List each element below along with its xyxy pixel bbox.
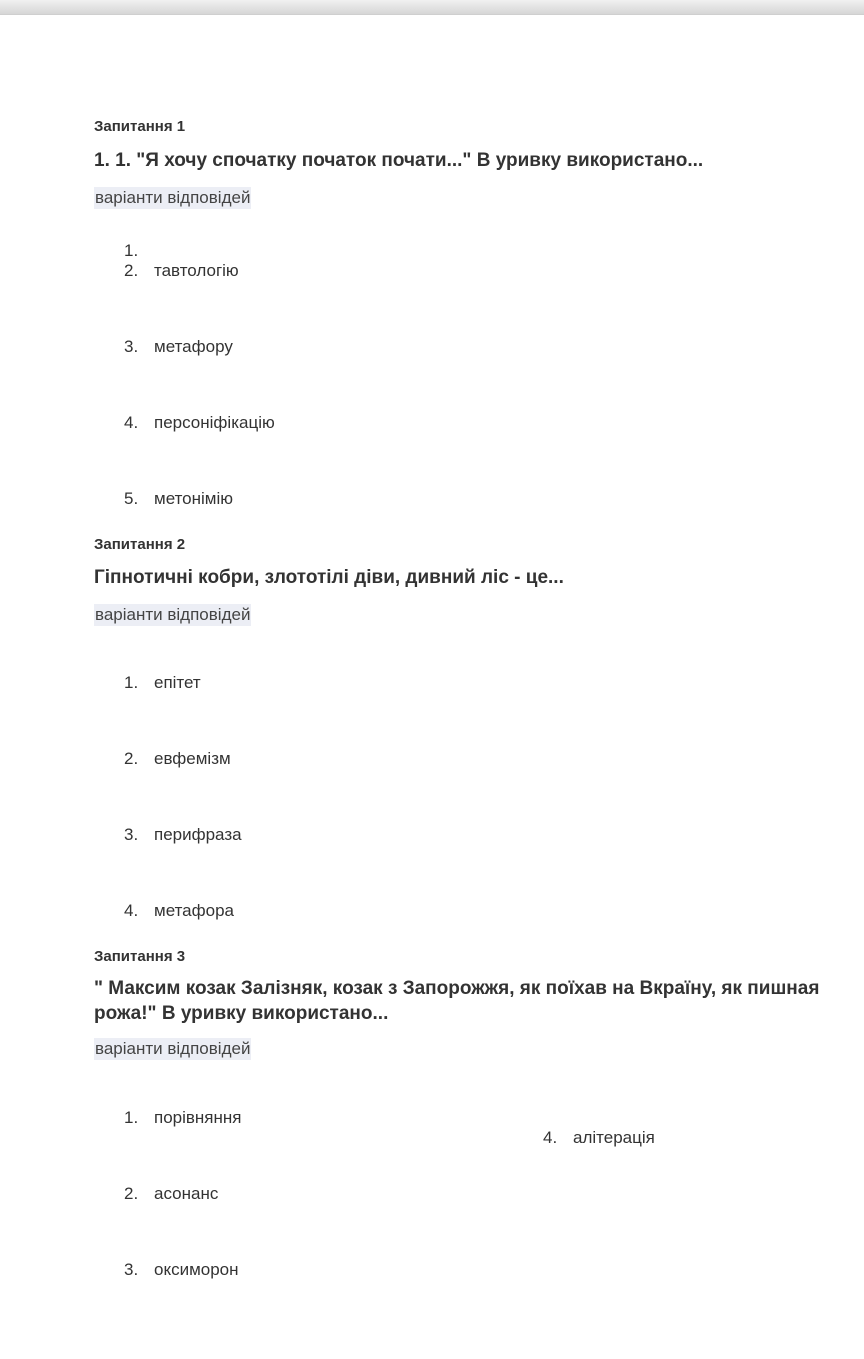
question-2-variants-label: варіанти відповідей [95, 605, 251, 624]
option-number: 1. [124, 241, 139, 260]
option-number: 4. [124, 413, 139, 432]
question-1-variants-label: варіанти відповідей [95, 188, 251, 207]
question-3-label: Запитання 3 [94, 948, 186, 965]
question-2-option-3[interactable] [124, 825, 242, 845]
option-number: 4. [124, 901, 139, 920]
option-number: 1. [124, 673, 139, 692]
option-text: алітерація [573, 1128, 655, 1147]
question-2-option-2[interactable] [124, 749, 231, 769]
question-1-option-3[interactable] [124, 337, 233, 357]
option-number: 3. [124, 825, 139, 844]
option-number: 2. [124, 1184, 139, 1203]
option-text: оксиморон [154, 1260, 239, 1279]
question-1-option-2[interactable] [124, 261, 239, 281]
option-text: перифраза [154, 825, 242, 844]
question-1-option-5[interactable] [124, 489, 233, 509]
option-number: 4. [543, 1128, 558, 1147]
option-text: тавтологію [154, 261, 239, 280]
option-text: асонанс [154, 1184, 219, 1203]
option-number: 5. [124, 489, 139, 508]
question-3-text: " Максим козак Залізняк, козак з Запорожжя, як поїхав на Вкраїну, як пишная рожа!" В уривку використано... [94, 978, 820, 1024]
option-text: евфемізм [154, 749, 231, 768]
option-number: 2. [124, 261, 139, 280]
question-2-option-4[interactable] [124, 901, 234, 921]
option-text: метонімію [154, 489, 234, 508]
question-1-text: 1. 1. "Я хочу спочатку початок почати..." В уривку використано... [94, 150, 704, 171]
option-number: 1. [124, 1108, 139, 1127]
option-text: епітет [154, 673, 201, 692]
question-2-option-1[interactable] [124, 673, 201, 693]
question-1-option-4[interactable] [124, 413, 275, 433]
option-text: метафору [154, 337, 233, 356]
question-3-variants-label: варіанти відповідей [95, 1039, 251, 1058]
question-2-text: Гіпнотичні кобри, злототілі діви, дивний ліс - це... [94, 567, 564, 588]
question-1-option-1[interactable] [124, 241, 154, 261]
question-1-label: Запитання 1 [94, 118, 186, 135]
option-number: 3. [124, 1260, 139, 1279]
question-3-option-3[interactable] [124, 1260, 239, 1280]
question-3-option-4[interactable] [543, 1128, 655, 1148]
question-3-option-1[interactable] [124, 1108, 242, 1128]
option-number: 2. [124, 749, 139, 768]
option-text: порівняння [154, 1108, 242, 1127]
question-2-label: Запитання 2 [94, 536, 186, 553]
top-bar [0, 0, 864, 15]
option-number: 3. [124, 337, 139, 356]
option-text: метафора [154, 901, 234, 920]
option-text: персоніфікацію [154, 413, 275, 432]
question-3-option-2[interactable] [124, 1184, 218, 1204]
